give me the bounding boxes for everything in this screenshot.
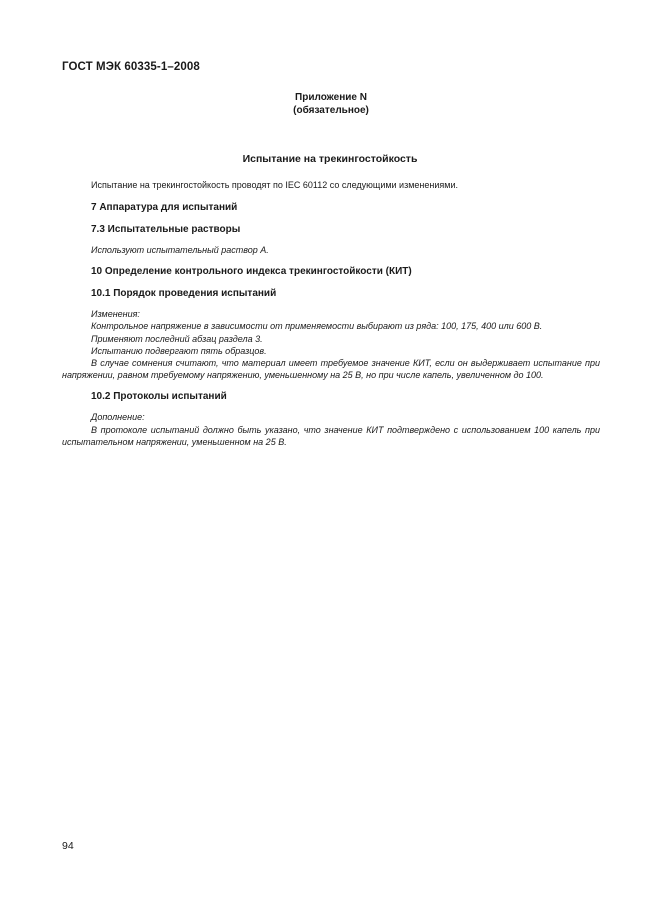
section-7-3-heading: 7.3 Испытательные растворы: [91, 224, 241, 235]
section-10-1-line4: В случае сомнения считают, что материал имеет требуемое значение КИТ, если он выдерживает испытание при напряжении, равном требуемому напряжению, уменьшенному на 25 В, но при числе капель, увеличенном до 100.: [62, 358, 600, 381]
standard-designation: ГОСТ МЭК 60335-1–2008: [62, 61, 200, 73]
appendix-title: [0, 91, 646, 117]
section-10-1-heading: 10.1 Порядок проведения испытаний: [91, 288, 277, 300]
section-10-2-text: В протоколе испытаний должно быть указано, что значение КИТ подтверждено с использованием 100 капель при испытательном напряжении, уменьшенном на 25 В.: [62, 424, 600, 447]
section-10-1-line2: Применяют последний абзац раздела 3.: [91, 333, 263, 344]
section-10-2-label: Дополнение:: [91, 412, 145, 423]
section-10-1-line3: Испытанию подвергают пять образцов.: [91, 345, 267, 356]
section-7-3-text: Используют испытательный раствор А.: [91, 245, 269, 255]
section-10-1-line1: Контрольное напряжение в зависимости от применяемости выбирают из ряда: 100, 175, 400 или 600 В.: [91, 321, 543, 332]
section-10-heading: 10 Определение контрольного индекса трекингостойкости (КИТ): [91, 266, 412, 278]
section-10-2-heading: 10.2 Протоколы испытаний: [91, 391, 227, 403]
page-title: Испытание на трекингостойкость: [242, 153, 418, 165]
intro-paragraph: Испытание на трекингостойкость проводят по IEC 60112 со следующими изменениями.: [91, 180, 458, 190]
section-7-heading: 7 Аппаратура для испытаний: [91, 202, 238, 213]
section-10-1-label: Изменения:: [91, 309, 140, 320]
document-body: [62, 179, 600, 448]
appendix-status: (обязательное): [293, 105, 369, 116]
page-number: 94: [62, 840, 74, 852]
appendix-label: Приложение N: [295, 92, 367, 103]
